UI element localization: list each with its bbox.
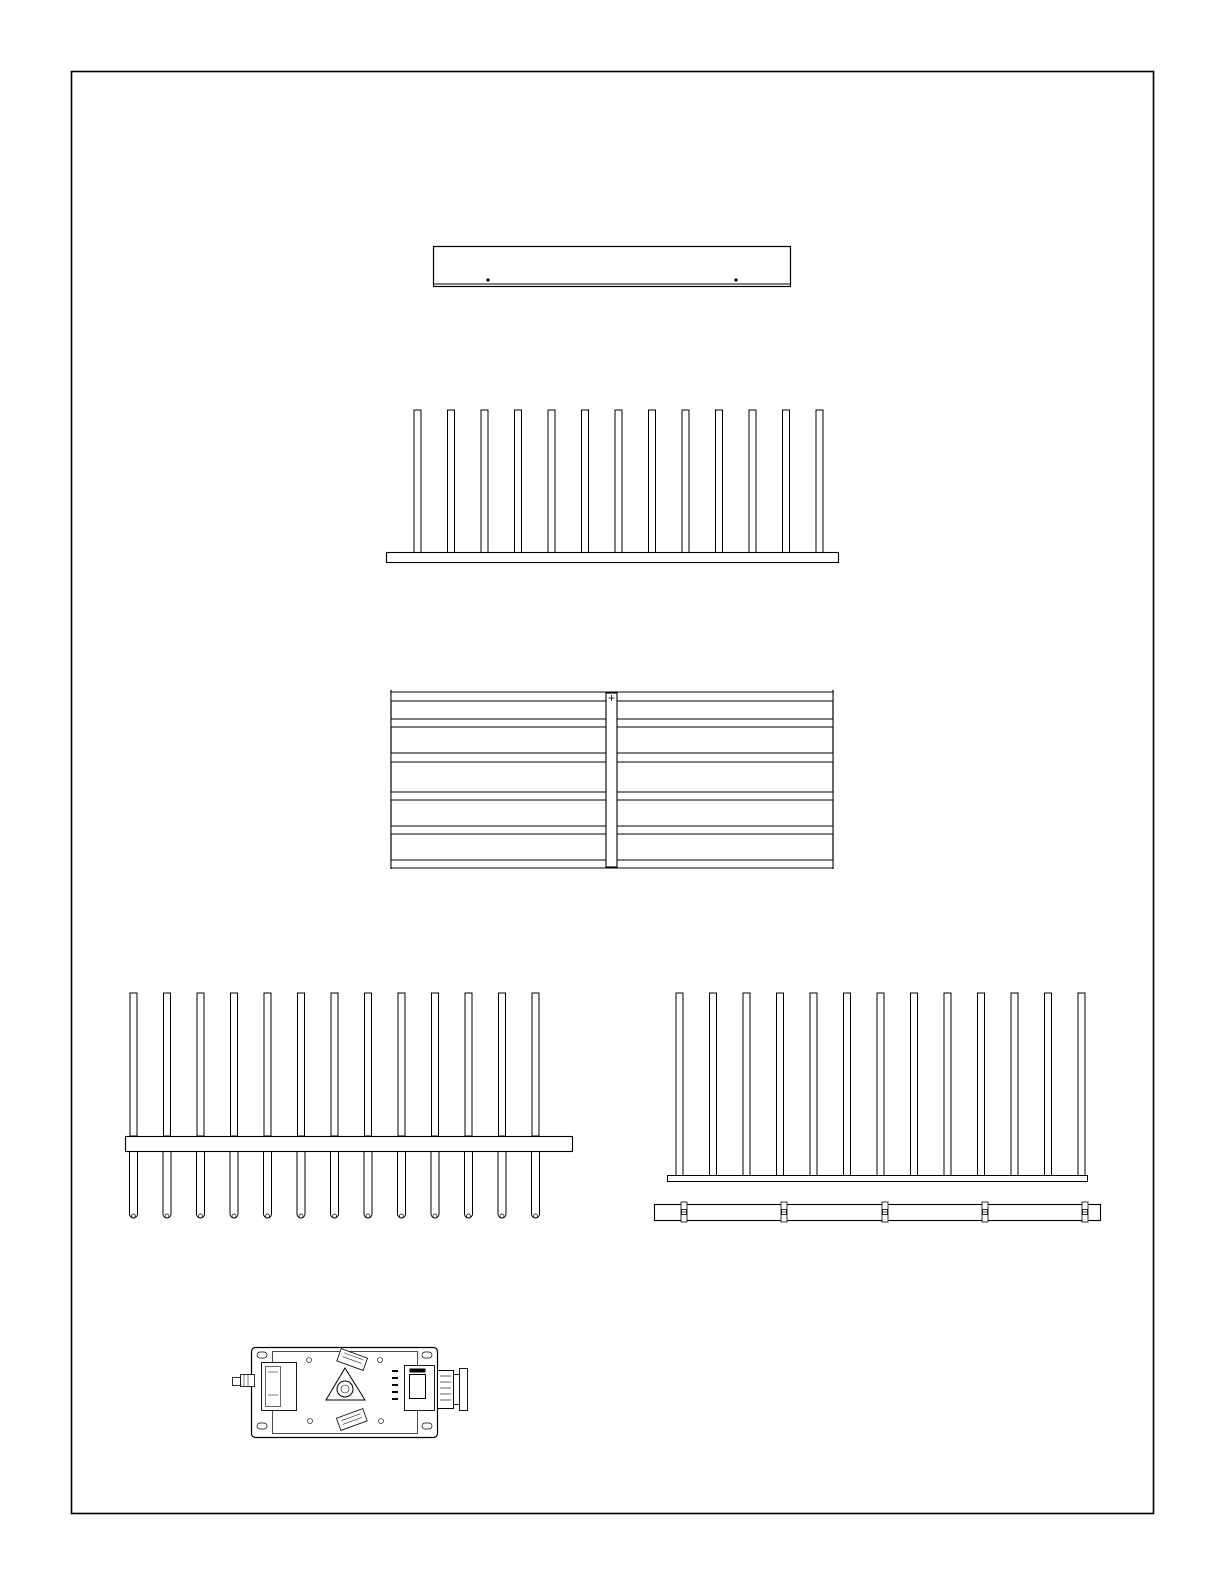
vertical-rod — [615, 410, 622, 553]
upper-rod — [331, 993, 338, 1136]
upper-rod — [130, 993, 137, 1136]
vertical-rod — [743, 993, 750, 1176]
vertical-rod — [783, 410, 790, 553]
lower-rod — [498, 1148, 506, 1218]
vertical-rod — [816, 410, 823, 553]
display-window — [410, 1375, 426, 1399]
rack-exploded-view — [655, 993, 1101, 1222]
vertical-rod — [944, 993, 951, 1176]
crossbar — [126, 1137, 573, 1152]
upper-rod — [197, 993, 204, 1136]
center-hub — [337, 1381, 353, 1397]
center-strap — [606, 693, 617, 867]
left-terminal-block — [262, 1363, 297, 1411]
vertical-rod — [716, 410, 723, 553]
lower-rod — [130, 1148, 138, 1218]
vertical-rod — [844, 993, 851, 1176]
vertical-rod — [515, 410, 522, 553]
upper-rod — [465, 993, 472, 1136]
vertical-rod — [548, 410, 555, 553]
vertical-rod — [911, 993, 918, 1176]
vertical-rod — [978, 993, 985, 1176]
vertical-rod — [481, 410, 488, 553]
vertical-rod — [649, 410, 656, 553]
connector-cap — [460, 1369, 468, 1411]
rack-side-rods-view — [126, 993, 573, 1218]
top-bar-view — [434, 247, 791, 287]
upper-rod — [365, 993, 372, 1136]
vertical-rod — [1078, 993, 1085, 1176]
vertical-rod — [1011, 993, 1018, 1176]
mounting-bar — [655, 1205, 1101, 1221]
vertical-rod — [414, 410, 421, 553]
vertical-rod — [448, 410, 455, 553]
mounting-hole — [734, 278, 737, 281]
lower-rod — [197, 1148, 205, 1218]
upper-rod — [231, 993, 238, 1136]
lower-rod — [465, 1148, 473, 1218]
actuator-module-view — [233, 1348, 468, 1438]
lower-rod — [230, 1148, 238, 1218]
vertical-rod — [810, 993, 817, 1176]
mounting-hole — [486, 278, 489, 281]
rack-top-view — [391, 690, 833, 869]
base-bar — [387, 553, 839, 563]
rack-front-view — [387, 410, 839, 563]
vertical-rod — [710, 993, 717, 1176]
vertical-rod — [682, 410, 689, 553]
upper-rod — [532, 993, 539, 1136]
lower-rod — [398, 1148, 406, 1218]
upper-rod — [164, 993, 171, 1136]
upper-rod — [398, 993, 405, 1136]
vertical-rod — [676, 993, 683, 1176]
vertical-rod — [1045, 993, 1052, 1176]
display-header — [410, 1369, 426, 1373]
vertical-rod — [749, 410, 756, 553]
lower-rod — [532, 1148, 540, 1218]
lower-rod — [163, 1148, 171, 1218]
inlet-nozzle — [241, 1375, 255, 1387]
top-rail — [668, 1176, 1088, 1182]
lower-rod — [364, 1148, 372, 1218]
connector-flange — [454, 1375, 460, 1405]
lower-rod — [331, 1148, 339, 1218]
vertical-rod — [582, 410, 589, 553]
inlet-nozzle-tip — [233, 1378, 241, 1386]
upper-rod — [432, 993, 439, 1136]
upper-rod — [298, 993, 305, 1136]
lower-rod — [297, 1148, 305, 1218]
upper-rod — [499, 993, 506, 1136]
upper-rod — [264, 993, 271, 1136]
lower-rod — [431, 1148, 439, 1218]
lower-rod — [264, 1148, 272, 1218]
vertical-rod — [777, 993, 784, 1176]
vertical-rod — [877, 993, 884, 1176]
